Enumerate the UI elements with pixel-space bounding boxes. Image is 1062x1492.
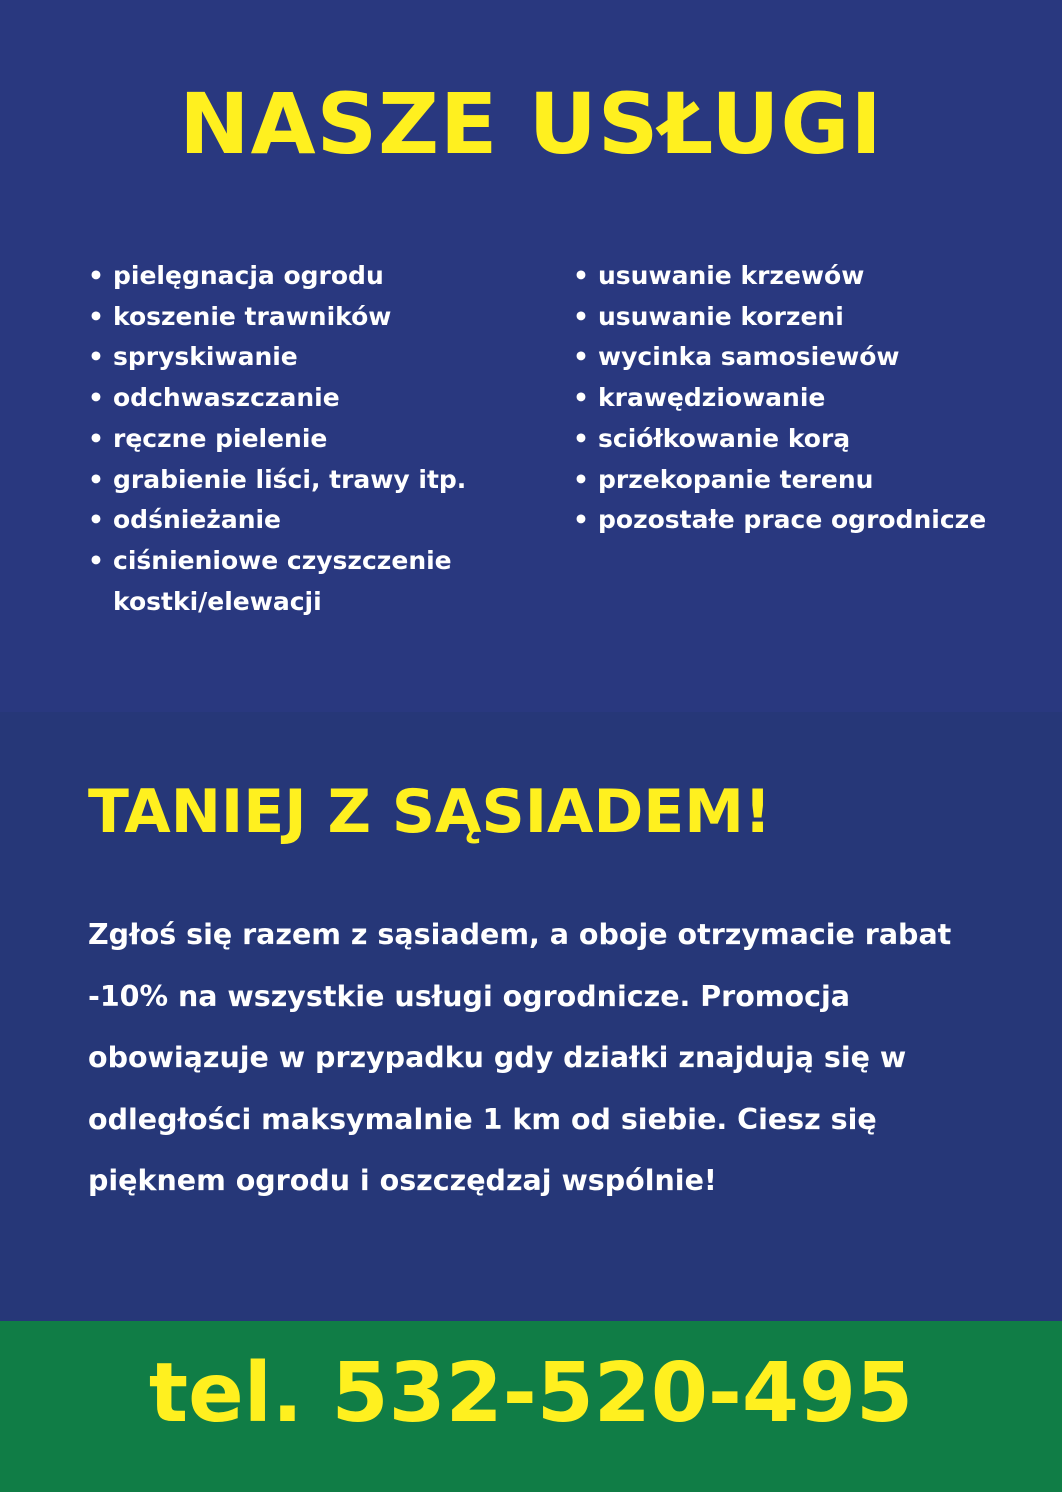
- service-item: [88, 297, 548, 338]
- services-section: [0, 0, 1062, 712]
- bullet-icon: •: [573, 301, 589, 331]
- service-item: [573, 378, 1033, 419]
- services-title: NASZE USŁUGI: [179, 75, 883, 173]
- service-item: [573, 500, 1033, 541]
- service-item-label: odśnieżanie: [113, 505, 282, 535]
- service-item: [573, 337, 1033, 378]
- service-item-label: grabienie liści, trawy itp.: [113, 464, 467, 494]
- phone-number: tel. 532-520-495: [148, 1346, 914, 1441]
- bullet-icon: •: [573, 505, 589, 535]
- service-item-label: wycinka samosiewów: [598, 342, 900, 372]
- bullet-icon: •: [88, 383, 104, 413]
- service-item-label: spryskiwanie: [113, 342, 298, 372]
- service-item-label: krawędziowanie: [598, 383, 826, 413]
- bullet-icon: •: [88, 423, 104, 453]
- service-item-label: ręczne pielenie: [113, 423, 328, 453]
- service-item: [88, 500, 548, 541]
- service-item-label: pielęgnacja ogrodu: [113, 261, 384, 290]
- bullet-icon: •: [88, 301, 104, 331]
- services-list-left: [88, 256, 548, 622]
- service-item-label: pozostałe prace ogrodnicze: [598, 505, 987, 535]
- service-item: [88, 256, 548, 297]
- service-item: [573, 460, 1033, 501]
- service-item: [88, 460, 548, 501]
- bullet-icon: •: [88, 505, 104, 535]
- bullet-icon: •: [573, 342, 589, 372]
- bullet-icon: •: [88, 464, 104, 494]
- bullet-icon: •: [88, 545, 104, 575]
- service-item: [88, 541, 548, 622]
- service-item-label: usuwanie korzeni: [598, 301, 844, 331]
- bullet-icon: •: [88, 342, 104, 372]
- service-item-label: sciółkowanie korą: [598, 423, 851, 453]
- service-item-label: ciśnieniowe czyszczenie kostki/elewacji: [113, 545, 452, 616]
- service-item-label: przekopanie terenu: [598, 464, 874, 494]
- promo-title: TANIEJ Z SĄSIADEM!: [88, 777, 772, 847]
- bullet-icon: •: [573, 464, 589, 494]
- service-item: [573, 256, 1033, 297]
- service-item: [88, 378, 548, 419]
- service-item: [573, 297, 1033, 338]
- service-item-label: odchwaszczanie: [113, 383, 340, 413]
- bullet-icon: •: [573, 423, 589, 453]
- service-item-label: koszenie trawników: [113, 301, 392, 331]
- bullet-icon: •: [573, 383, 589, 413]
- service-item-label: usuwanie krzewów: [598, 261, 865, 290]
- service-item: [573, 419, 1033, 460]
- service-item: [88, 419, 548, 460]
- bullet-icon: •: [88, 261, 104, 290]
- service-item: [88, 337, 548, 378]
- bullet-icon: •: [573, 261, 589, 290]
- services-list-right: [573, 256, 1033, 541]
- promo-description: Zgłoś się razem z sąsiadem, a oboje otrzymacie rabat -10% na wszystkie usługi ogrodnicze. Promocja obowiązuje w przypadku gdy działki znajdują się w odległości maksymalnie 1 km od siebie. Ciesz się pięknem ogrodu i oszczędzaj wspólnie!: [88, 918, 952, 1197]
